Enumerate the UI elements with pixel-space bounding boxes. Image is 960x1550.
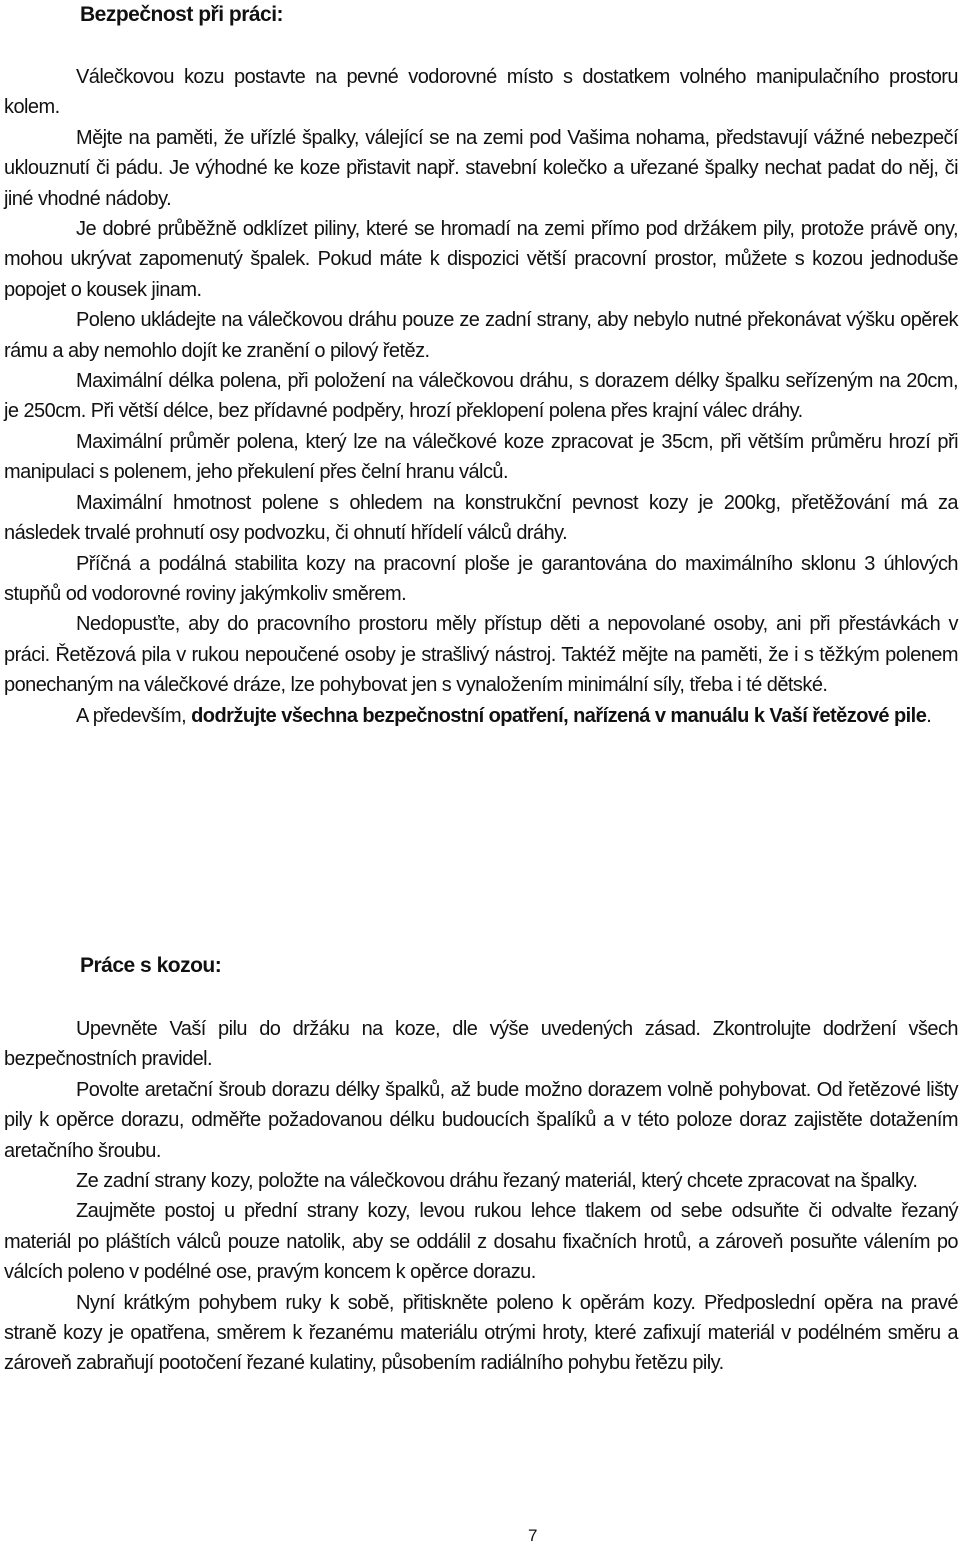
- paragraph: Mějte na paměti, že uřízlé špalky, válející se na zemi pod Vašima nohama, představují vážné nebezpečí uklouznutí či pádu. Je výhodné ke koze přistavit např. stavební kolečko a uřezané špalky nechat padat do něj, či jiné vhodné nádoby.: [4, 126, 958, 210]
- paragraph: Je dobré průběžně odklízet piliny, které se hromadí na zemi přímo pod držákem pily, protože právě ony, mohou ukrývat zapomenutý špalek. Pokud máte k dispozici větší pracovní prostor, můžete s kozou jednoduše popojet o kousek jinam.: [4, 218, 958, 301]
- page-number: 7: [528, 1526, 538, 1545]
- final-tail-text: .: [926, 704, 932, 727]
- paragraph: Ze zadní strany kozy, položte na válečkovou dráhu řezaný materiál, který chcete zpracovat na špalky.: [76, 1170, 918, 1193]
- final-lead-text: A především,: [76, 704, 192, 727]
- paragraph: Příčná a podálná stabilita kozy na pracovní ploše je garantována do maximálního sklonu 3 úhlových stupňů od vodorovné roviny jakýmkoliv směrem.: [4, 552, 958, 605]
- paragraph: Nyní krátkým pohybem ruky k sobě, přitiskněte poleno k opěrám kozy. Předposlední opěra na pravé straně kozy je opatřena, směrem k řezanému materiálu otrými hroty, které zafixují materiál v podélném směru a zároveň zabraňují pootočení řezané kulatiny, působením radiálního pohybu řetězu pily.: [4, 1291, 958, 1375]
- paragraph-final: [4, 701, 958, 731]
- section-title-work: Práce s kozou:: [80, 954, 222, 977]
- paragraph: Maximální hmotnost polene s ohledem na konstrukční pevnost kozy je 200kg, přetěžování má za následek trvalé prohnutí osy podvozku, či ohnutí hřídelí válců dráhy.: [4, 491, 958, 545]
- paragraph: Válečkovou kozu postavte na pevné vodorovné místo s dostatkem volného manipulačního prostoru kolem.: [4, 66, 958, 119]
- paragraph: Poleno ukládejte na válečkovou dráhu pouze ze zadní strany, aby nebylo nutné překonávat výšku opěrek rámu a aby nemohlo dojít ke zranění o pilový řetěz.: [4, 309, 958, 362]
- section-safety-body: [4, 62, 958, 731]
- paragraph: Zaujměte postoj u přední strany kozy, levou rukou lehce tlakem od sebe odsuňte či odvalte řezaný materiál po pláštích válců pouze natolik, aby se oddálil z dosahu fixačních hrotů, a zároveň posuňte válením po válcích poleno v podélné ose, pravým koncem k opěrce dorazu.: [4, 1200, 958, 1284]
- paragraph: Nedopusťte, aby do pracovního prostoru měly přístup děti a nepovolané osoby, ani při přestávkách v práci. Řetězová pila v rukou nepoučené osoby je strašlivý nástroj. Taktéž mějte na paměti, že i s těžkým polenem ponechaným na válečkové dráze, lze pohybovat jen s vynaložením minimální síly, třeba i té dětské.: [4, 613, 958, 697]
- section-work-body: [4, 1014, 958, 1379]
- paragraph: Maximální délka polena, při položení na válečkovou dráhu, s dorazem délky špalku seřízeným na 20cm, je 250cm. Při větší délce, bez přídavné podpěry, hrozí překlopení polena přes krajní válec dráhy.: [4, 370, 958, 423]
- paragraph: Upevněte Vaší pilu do držáku na koze, dle výše uvedených zásad. Zkontrolujte dodržení všech bezpečnostních pravidel.: [4, 1018, 958, 1071]
- final-bold-text: dodržujte všechna bezpečnostní opatření, nařízená v manuálu k Vaší řetězové pile: [191, 704, 927, 727]
- paragraph: Povolte aretační šroub dorazu délky špalků, až bude možno dorazem volně pohybovat. Od řetězové lišty pily k opěrce dorazu, odměřte požadovanou délku budoucích špalíků a v této poloze doraz zajistěte dotažením aretačního šroubu.: [4, 1078, 958, 1162]
- section-title-safety: Bezpečnost při práci:: [80, 3, 284, 26]
- paragraph: Maximální průměr polena, který lze na válečkové koze zpracovat je 35cm, při větším průměru hrozí při manipulaci s polenem, jeho překulení přes čelní hranu válců.: [4, 430, 958, 484]
